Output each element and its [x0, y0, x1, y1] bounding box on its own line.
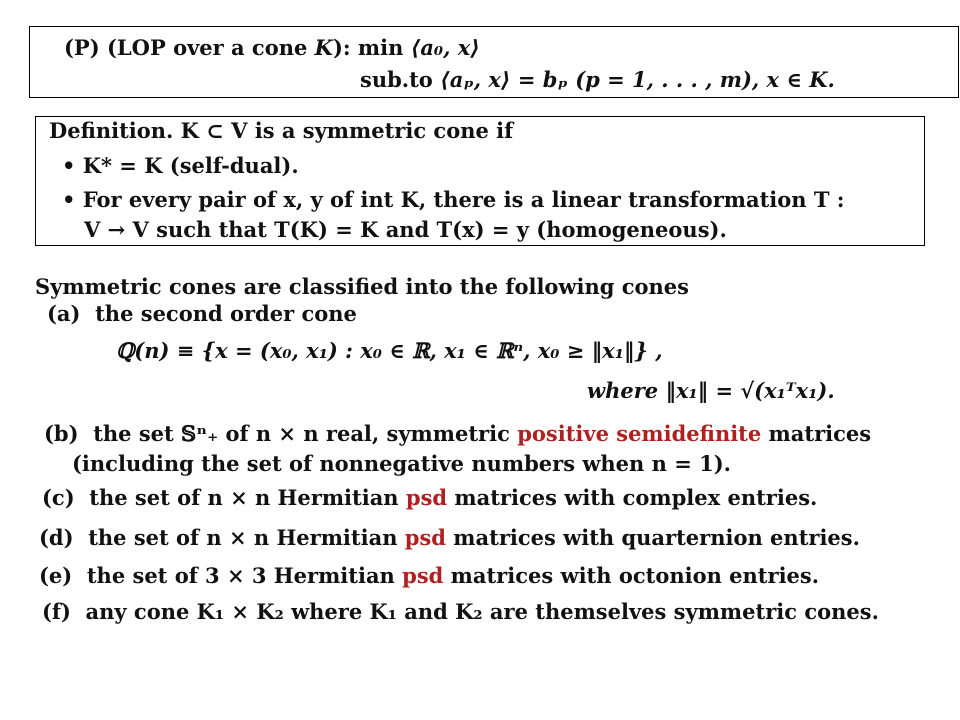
item-c — [42, 487, 817, 508]
problem-prefix: (P) (LOP over a cone — [64, 35, 315, 60]
item-e-pre: the set of 3 × 3 Hermitian — [86, 563, 403, 588]
item-a-text: the second order cone — [95, 301, 357, 326]
item-a-formula: ℚ(n) ≡ {x = (x₀, x₁) : x₀ ∈ ℝ, x₁ ∈ ℝⁿ, x₀ ≥ ‖x₁‖} , — [116, 338, 663, 363]
bullet-icon: • — [62, 153, 76, 178]
item-e — [39, 565, 819, 586]
item-f-label: (f) — [42, 599, 71, 624]
objective: ⟨a₀, x⟩ — [410, 35, 480, 60]
item-d-label: (d) — [39, 525, 74, 550]
item-b-line-2: (including the set of nonnegative numbers when n = 1). — [72, 451, 731, 476]
problem-line-2 — [360, 69, 835, 90]
objective-label: ): min — [332, 35, 411, 60]
item-d-highlight: psd — [404, 525, 446, 550]
item-d — [39, 527, 860, 548]
classification-intro: Symmetric cones are classified into the following cones — [35, 274, 689, 299]
item-f — [42, 601, 879, 622]
item-b-label: (b) — [44, 421, 79, 446]
item-c-post: matrices with complex entries. — [447, 485, 818, 510]
item-a — [47, 303, 357, 324]
item-d-pre: the set of n × n Hermitian — [88, 525, 405, 550]
definition-heading: Definition. K ⊂ V is a symmetric cone if — [49, 118, 514, 143]
item-d-post: matrices with quarternion entries. — [445, 525, 860, 550]
item-e-label: (e) — [39, 563, 73, 588]
definition-bullet-2-cont: V → V such that T(K) = K and T(x) = y (homogeneous). — [84, 217, 727, 242]
item-a-where: where ‖x₁‖ = √(x₁ᵀx₁). — [587, 378, 835, 403]
item-b-text-post: matrices — [761, 421, 872, 446]
item-f-text: any cone K₁ × K₂ where K₁ and K₂ are themselves symmetric cones. — [85, 599, 879, 624]
item-a-label: (a) — [47, 301, 81, 326]
item-e-highlight: psd — [402, 563, 444, 588]
bullet-1-text: K* = K (self-dual). — [82, 153, 299, 178]
item-e-post: matrices with octonion entries. — [443, 563, 820, 588]
item-b-text-pre: the set 𝕊ⁿ₊ of n × n real, symmetric — [93, 421, 518, 446]
item-c-pre: the set of n × n Hermitian — [89, 485, 406, 510]
constraint-label: sub.to — [360, 67, 441, 92]
problem-line-1 — [64, 37, 480, 58]
item-c-label: (c) — [42, 485, 75, 510]
definition-bullet-2 — [62, 189, 845, 210]
bullet-icon: • — [62, 187, 76, 212]
bullet-2-line-1: For every pair of x, y of int K, there is a linear transformation T : — [82, 187, 845, 212]
item-c-highlight: psd — [405, 485, 448, 510]
item-b-highlight: positive semidefinite — [517, 421, 762, 446]
item-b — [44, 423, 871, 444]
definition-bullet-1 — [62, 155, 299, 176]
constraint: ⟨aₚ, x⟩ = bₚ (p = 1, . . . , m), x ∈ K. — [440, 67, 835, 92]
cone-symbol: K — [314, 35, 333, 60]
